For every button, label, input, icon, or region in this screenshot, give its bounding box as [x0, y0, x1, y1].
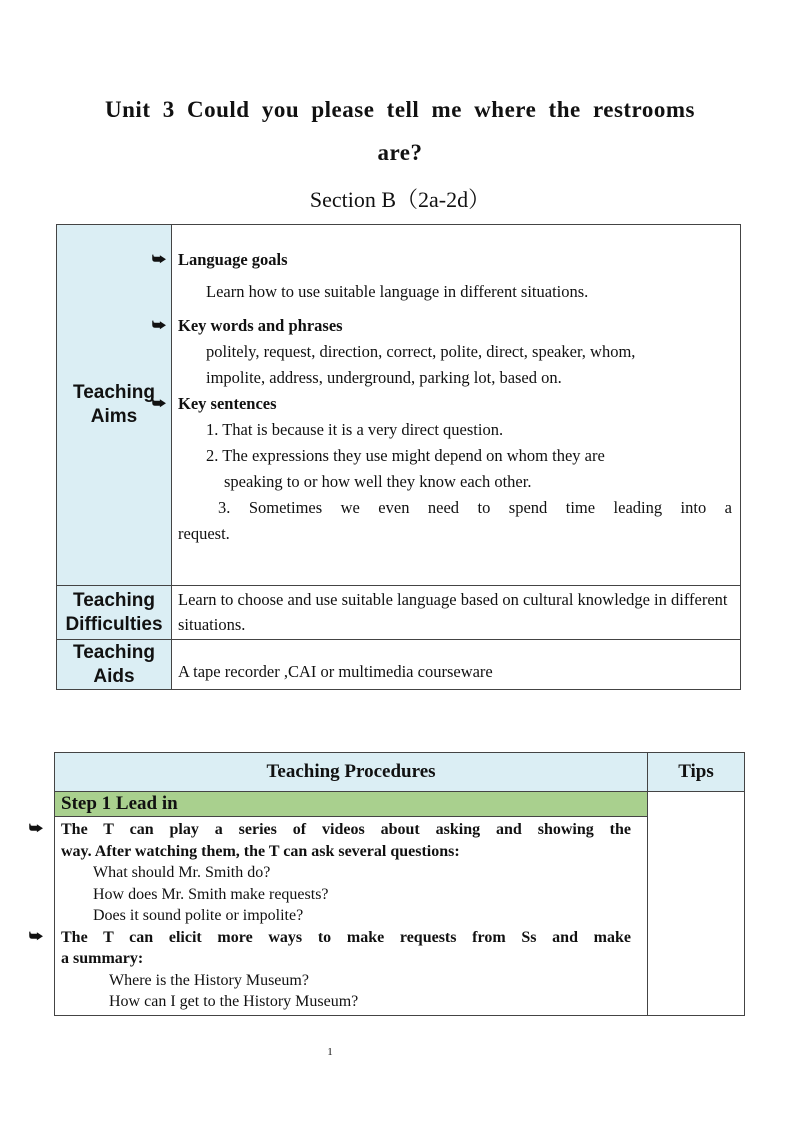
key-sentence-2a: 2. The expressions they use might depend on whom they are: [206, 446, 605, 465]
language-goals-heading: [152, 247, 732, 273]
arrow-bullet-icon: ⮩: [152, 252, 166, 268]
step1-content: [29, 817, 648, 1016]
key-words-heading: [152, 313, 732, 339]
teaching-aids-label: Teaching Aids: [57, 640, 172, 690]
arrow-bullet-icon: ⮩: [29, 928, 43, 945]
procedure-item-1-text: The T can play a series of videos about asking and showing the: [61, 821, 631, 838]
teaching-aids-text: A tape recorder ,CAI or multimedia courseware: [172, 640, 741, 690]
procedure-item-1-line1: [29, 819, 631, 841]
key-words-line1: politely, request, direction, correct, polite, direct, speaker, whom,: [206, 342, 636, 361]
arrow-bullet-icon: ⮩: [152, 318, 166, 334]
language-goals-text: Learn how to use suitable language in different situations.: [206, 282, 589, 301]
language-goals-label: Language goals: [178, 250, 288, 269]
teaching-aims-label: Teaching Aims: [57, 225, 172, 586]
page-number: 1: [327, 1046, 333, 1058]
document-title-line1: Unit 3 Could you please tell me where the restrooms: [105, 97, 695, 122]
key-sentence-2b: speaking to or how well they know each other.: [224, 472, 532, 491]
teaching-difficulties-label: Teaching Difficulties: [57, 586, 172, 640]
section-subtitle: Section B（2a-2d）: [309, 187, 491, 212]
arrow-bullet-icon: ⮩: [29, 821, 43, 837]
question-3: Does it sound polite or impolite?: [93, 907, 304, 924]
procedure-item-1-line2: way. After watching them, the T can ask several questions:: [61, 842, 460, 860]
document-title-line2: are?: [377, 140, 423, 165]
teaching-aims-table: [56, 224, 741, 690]
teaching-difficulties-text: Learn to choose and use suitable language based on cultural knowledge in different situations.: [172, 586, 741, 640]
procedure-item-2-text: The T can elicit more ways to make requests from Ss and make: [61, 928, 631, 946]
procedure-item-2-line1: [29, 927, 631, 949]
arrow-bullet-icon: ⮩: [152, 396, 166, 412]
key-words-line2: impolite, address, underground, parking lot, based on.: [206, 368, 562, 387]
example-1: Where is the History Museum?: [109, 971, 309, 989]
key-sentences-label: Key sentences: [178, 394, 277, 413]
step1-heading: Step 1 Lead in: [55, 792, 648, 817]
procedure-item-2-line2: a summary:: [61, 950, 144, 967]
key-words-label: Key words and phrases: [178, 316, 343, 335]
teaching-procedures-header: Teaching Procedures: [55, 753, 648, 792]
key-sentence-3a: 3. Sometimes we even need to spend time leading into a: [218, 498, 732, 517]
tips-header: Tips: [648, 753, 745, 792]
tips-cell: [648, 792, 745, 1016]
question-2: How does Mr. Smith make requests?: [93, 885, 329, 903]
question-1: What should Mr. Smith do?: [93, 864, 271, 881]
teaching-aims-content: [152, 225, 741, 586]
example-2: How can I get to the History Museum?: [109, 993, 359, 1010]
teaching-procedures-table: [29, 752, 745, 1016]
key-sentence-3b: request.: [178, 524, 230, 543]
key-sentences-heading: [152, 391, 732, 417]
key-sentence-1: 1. That is because it is a very direct question.: [206, 420, 504, 439]
